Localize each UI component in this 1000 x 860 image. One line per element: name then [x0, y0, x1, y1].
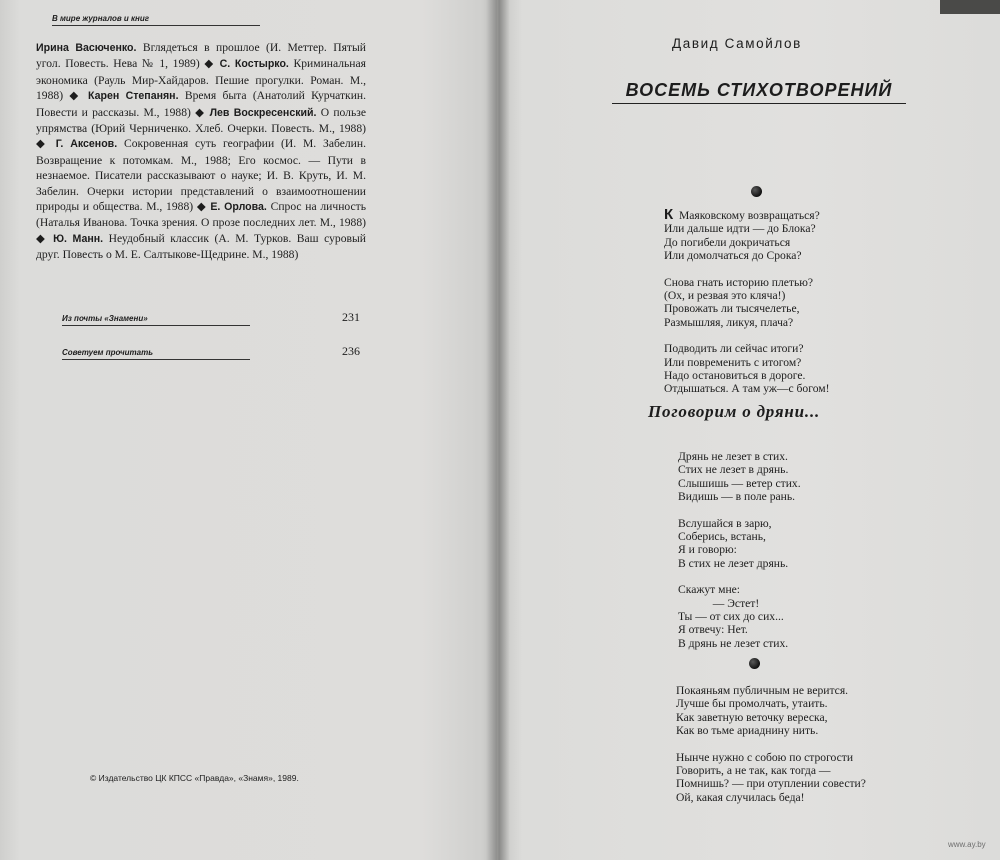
stanza [678, 450, 801, 504]
review-text: Сокровенная суть географии (И. М. Забелин. Возвращение к потомкам. М., 1988; Его космос. — Пути в незнаемое. Писатели рассказывают о науке; И. В. Круть, И. М. Забелин. Очерки истории представлений о взаимоотношении природы и общества. М., 1988) [36, 137, 366, 214]
separator-diamond-icon: ◆ [63, 89, 88, 103]
toc-entry-mail[interactable] [62, 310, 360, 330]
poem-line [664, 208, 829, 222]
poem-line: Как во тьме ариаднину нить. [676, 724, 819, 738]
left-page [0, 0, 497, 860]
stanza [676, 751, 866, 805]
review-text: Криминальная экономика (Рауль Мир-Хайдаров. Пешие прогулки. Роман. М., 1988) [36, 57, 366, 103]
review-text: Неудобный классик (А. М. Турков. Ваш суровый друг. Повесть о М. Е. Салтыкове-Щедрине. М., 1988) [36, 231, 366, 262]
poem-line: Дрянь не лезет в стих. [678, 450, 788, 463]
toc-title: Советуем прочитать [62, 348, 250, 360]
review-author: Ю. Манн. [53, 232, 104, 245]
poem-line: Вслушайся в зарю, [678, 516, 772, 530]
poem-line: Отдышаться. А там уж—с богом! [664, 382, 830, 396]
review-author: Е. Орлова. [210, 201, 267, 214]
book-gutter [486, 0, 510, 860]
review-text: О пользе упрямства (Юрий Черниченко. Хлеб. Очерки. Повесть. М., 1988) [36, 105, 366, 136]
poem-line: Помнишь? — при отуплении совести? [676, 777, 866, 791]
poem-line: (Ох, и резвая это кляча!) [664, 289, 786, 303]
poem-one [664, 208, 829, 409]
review-author: Лев Воскресенский. [209, 106, 317, 119]
separator-diamond-icon: ◆ [193, 200, 211, 214]
stanza [664, 276, 829, 330]
poem-line: Размышляя, ликуя, плача? [664, 315, 794, 329]
poem-line: Лучше бы промолчать, утаить. [676, 697, 828, 711]
cycle-title: ВОСЕМЬ СТИХОТВОРЕНИЙ [612, 80, 906, 104]
poem-two-title: Поговорим о дряни... [648, 402, 821, 421]
toc-title: Из почты «Знамени» [62, 314, 250, 326]
poem-line-text: Маяковскому возвращаться? [673, 209, 820, 222]
poem-line: Или домолчаться до Срока? [664, 249, 802, 263]
stanza [678, 517, 801, 571]
drop-initial: К [664, 206, 674, 223]
review-text: Спрос на личность (Наталья Иванова. Точка зрения. О прозе последних лет. М., 1988) [36, 200, 367, 230]
section-bullet-icon [749, 658, 760, 669]
poem-line: Ой, какая случилась беда! [676, 790, 805, 804]
review-text: Время быта (Анатолий Курчаткин. Повести и рассказы. М., 1988) [36, 89, 366, 119]
poem-line: Как заветную веточку вереска, [676, 710, 828, 724]
reviews-list [36, 40, 366, 263]
poem-line: Подводить ли сейчас итоги? [664, 342, 804, 356]
separator-diamond-icon: ◆ [190, 105, 210, 119]
watermark: www.ay.by [948, 840, 986, 849]
poem-line: — Эстет! [678, 596, 760, 610]
poem-line: Стих не лезет в дрянь. [678, 463, 789, 477]
stanza [664, 208, 829, 263]
poem-line: Или дальше идти — до Блока? [664, 222, 816, 236]
poem-line: В дрянь не лезет стих. [678, 636, 789, 650]
stanza [678, 583, 801, 650]
poem-line: Ты — от сих до сих... [678, 610, 784, 624]
poem-line: Провожать ли тысячелетье, [664, 302, 800, 316]
poem-three [676, 684, 866, 817]
poem-line: Покаяньям публичным не верится. [676, 684, 849, 697]
poem-line: До погибели докричаться [664, 235, 791, 249]
review-author: Г. Аксенов. [55, 138, 118, 151]
section-bullet-icon [751, 186, 762, 197]
poem-line: Слышишь — ветер стих. [678, 476, 801, 490]
poem-line: Я отвечу: Нет. [678, 623, 748, 637]
toc-entry-recommend[interactable] [62, 344, 360, 364]
review-author: Ирина Васюченко. [36, 42, 137, 54]
review-text: Вглядеться в прошлое (И. Меттер. Пятый угол. Повесть. Нева № 1, 1989) [36, 41, 366, 71]
poem-line: Соберись, встань, [678, 530, 766, 544]
poem-line: Скажут мне: [678, 583, 741, 597]
author-name: Давид Самойлов [672, 36, 802, 51]
separator-diamond-icon: ◆ [36, 137, 56, 151]
background-corner [940, 0, 1000, 14]
review-author: Карен Степанян. [87, 90, 179, 103]
poem-two [678, 450, 801, 663]
toc-page-number: 236 [342, 344, 360, 358]
poem-line: Или повременить с итогом? [664, 355, 802, 369]
publisher-imprint: © Издательство ЦК КПСС «Правда», «Знамя», 1989. [90, 773, 299, 783]
stanza [664, 342, 829, 396]
separator-diamond-icon: ◆ [36, 231, 54, 245]
poem-line: Видишь — в поле рань. [678, 490, 796, 504]
poem-line: В стих не лезет дрянь. [678, 556, 789, 570]
toc-page-number: 231 [342, 310, 360, 324]
poem-line: Надо остановиться в дороге. [664, 369, 806, 383]
poem-line: Снова гнать историю плетью? [664, 275, 814, 289]
poem-line: Говорить, а не так, как тогда — [676, 764, 831, 778]
review-author: С. Костырко. [219, 58, 289, 71]
separator-diamond-icon: ◆ [199, 57, 220, 71]
poem-line: Я и говорю: [678, 543, 737, 557]
stanza [676, 684, 866, 738]
section-header: В мире журналов и книг [52, 14, 260, 26]
poem-line: Нынче нужно с собою по строгости [676, 750, 854, 764]
